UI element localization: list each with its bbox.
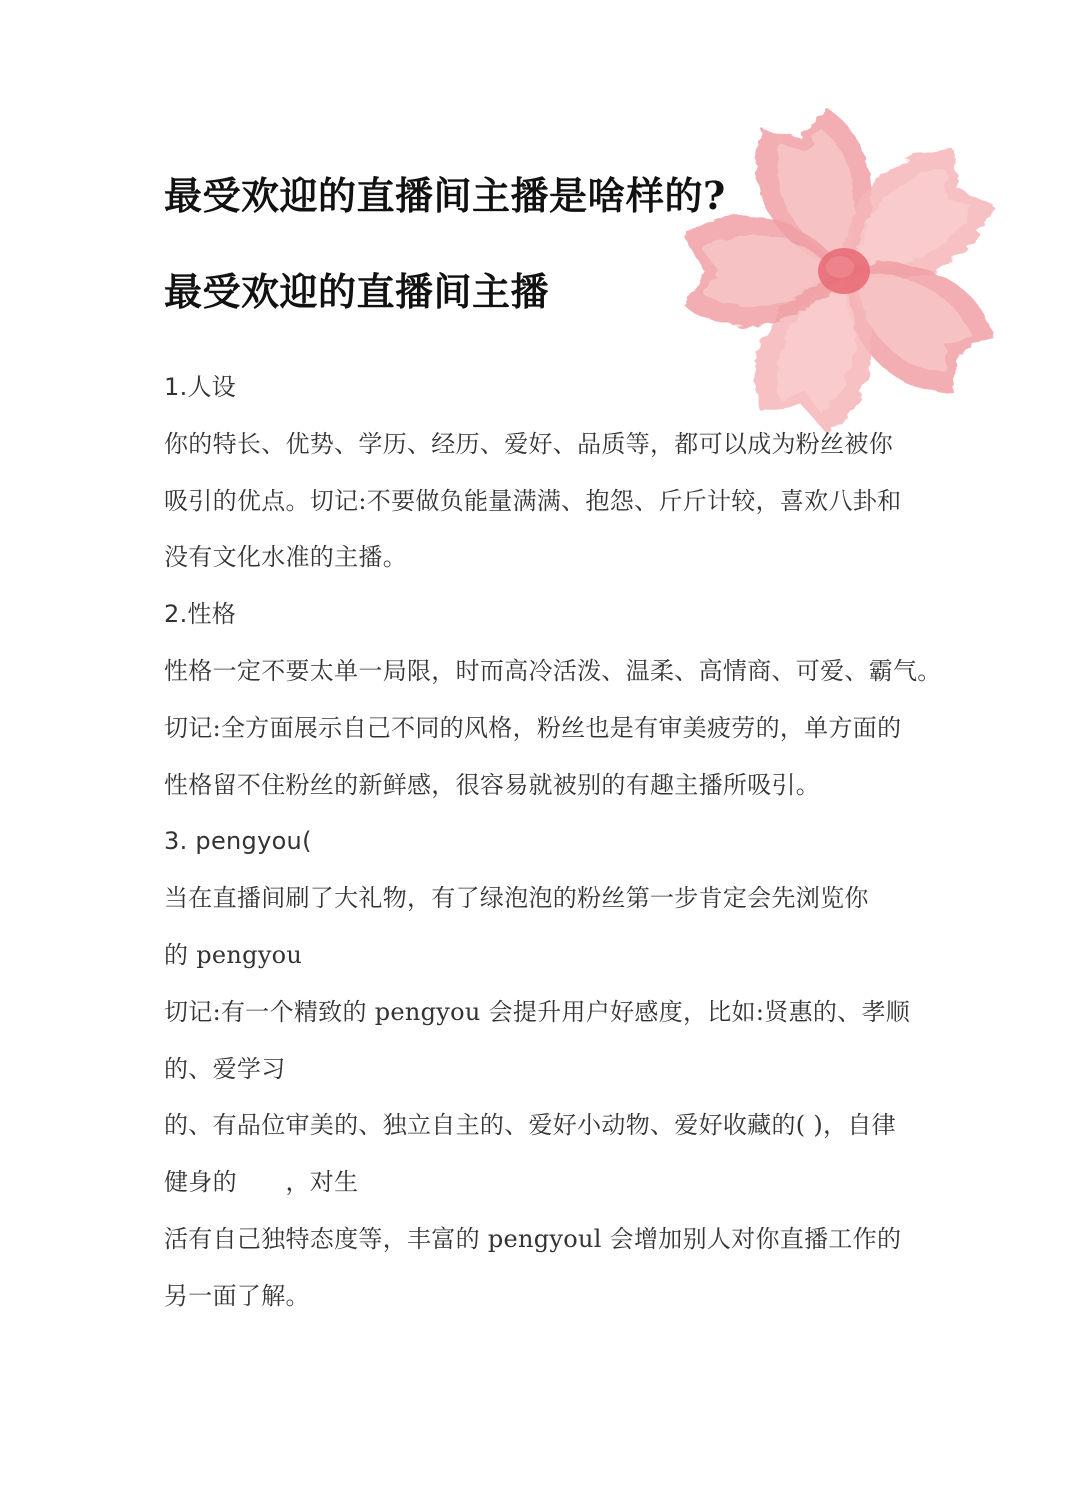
body-line: 的、有品位审美的、独立自主的、爱好小动物、爱好收藏的( )，自律 <box>164 1111 896 1140</box>
body-line: 健身的 ，对生 <box>164 1168 359 1197</box>
body-line: 切记:有一个精致的 pengyou 会提升用户好感度，比如:贤惠的、孝顺 <box>164 997 911 1026</box>
section-heading: 1.人设 <box>164 373 237 401</box>
body-line: 没有文化水准的主播。 <box>164 543 407 572</box>
body-line: 切记:全方面展示自己不同的风格，粉丝也是有审美疲劳的，单方面的 <box>164 713 902 742</box>
body-line: 的 pengyou <box>164 940 303 969</box>
body-line: 性格留不住粉丝的新鲜感，很容易就被别的有趣主播所吸引。 <box>164 770 821 799</box>
document-body <box>164 364 944 1330</box>
page-subtitle: 最受欢迎的直播间主播 <box>164 269 550 314</box>
section-heading: 3. pengyou( <box>164 827 312 856</box>
body-line: 吸引的优点。切记:不要做负能量满满、抱怨、斤斤计较，喜欢八卦和 <box>164 486 902 515</box>
body-line: 活有自己独特态度等，丰富的 pengyoul 会增加别人对你直播工作的 <box>164 1224 902 1253</box>
body-line: 的、爱学习 <box>164 1054 286 1083</box>
body-line: 另一面了解。 <box>164 1281 310 1310</box>
body-line: 你的特长、优势、学历、经历、爱好、品质等，都可以成为粉丝被你 <box>164 429 893 458</box>
page-title: 最受欢迎的直播间主播是啥样的? <box>164 173 726 218</box>
section-heading: 2.性格 <box>164 600 237 629</box>
body-line: 当在直播间刷了大礼物，有了绿泡泡的粉丝第一步肯定会先浏览你 <box>164 884 869 913</box>
body-line: 性格一定不要太单一局限，时而高冷活泼、温柔、高情商、可爱、霸气。 <box>164 656 942 685</box>
